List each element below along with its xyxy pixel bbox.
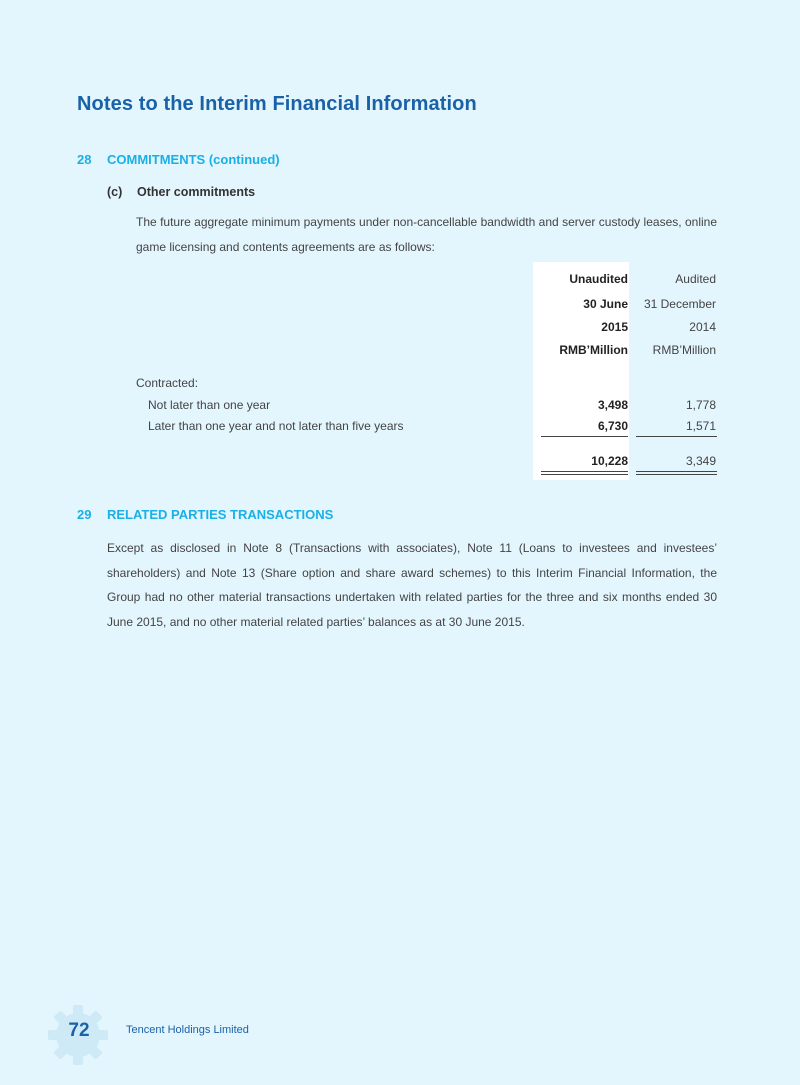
row-value-current: 3,498	[597, 398, 628, 412]
sub-number: (c)	[107, 185, 123, 199]
col2-status: Audited	[675, 272, 716, 286]
sub-title: Other commitments	[137, 185, 256, 199]
col1-status: Unaudited	[569, 272, 628, 286]
commitments-intro: The future aggregate minimum payments under non-cancellable bandwidth and server custody leases, online game licensing and contents agreements are as follows:	[136, 215, 717, 254]
page-title: Notes to the Interim Financial Information	[77, 93, 477, 115]
total-double-rule	[636, 474, 717, 475]
related-parties-body: Except as disclosed in Note 8 (Transactions with associates), Note 11 (Loans to investees and investees’ shareholders) and Note 13 (Share option and share award schemes) to this Interim Financial Information, the Group had no other material transactions undertaken with related parties for the three and six months ended 30 June 2015, and no other material related parties’ balances as at 30 June 2015.	[107, 541, 717, 629]
current-period-highlight	[533, 262, 629, 480]
section-title: RELATED PARTIES TRANSACTIONS	[107, 507, 334, 522]
sub-heading-c	[107, 185, 255, 199]
total-double-rule	[541, 471, 628, 472]
col2-date: 31 December	[643, 297, 716, 311]
section-heading-28	[77, 152, 280, 167]
total-current: 10,228	[591, 454, 628, 468]
subtotal-rule	[636, 436, 717, 437]
row-label: Later than one year and not later than five years	[148, 419, 404, 433]
col1-unit: RMB’Million	[559, 343, 628, 357]
col2-unit: RMB’Million	[652, 343, 716, 357]
section-title: COMMITMENTS (continued)	[107, 152, 280, 167]
subtotal-rule	[541, 436, 628, 437]
section-heading-29	[77, 507, 333, 522]
section-number: 28	[77, 152, 92, 167]
total-prior: 3,349	[685, 454, 716, 468]
row-value-prior: 1,571	[685, 419, 716, 433]
col2-year: 2014	[689, 320, 716, 334]
group-label: Contracted:	[136, 376, 199, 390]
section-number: 29	[77, 507, 92, 522]
row-value-current: 6,730	[597, 419, 628, 433]
page-number: 72	[68, 1020, 90, 1041]
col1-date: 30 June	[583, 297, 628, 311]
footer-company-name: Tencent Holdings Limited	[126, 1024, 249, 1036]
total-double-rule	[636, 471, 717, 472]
total-double-rule	[541, 474, 628, 475]
row-label: Not later than one year	[148, 398, 271, 412]
row-value-prior: 1,778	[685, 398, 716, 412]
col1-year: 2015	[601, 320, 628, 334]
